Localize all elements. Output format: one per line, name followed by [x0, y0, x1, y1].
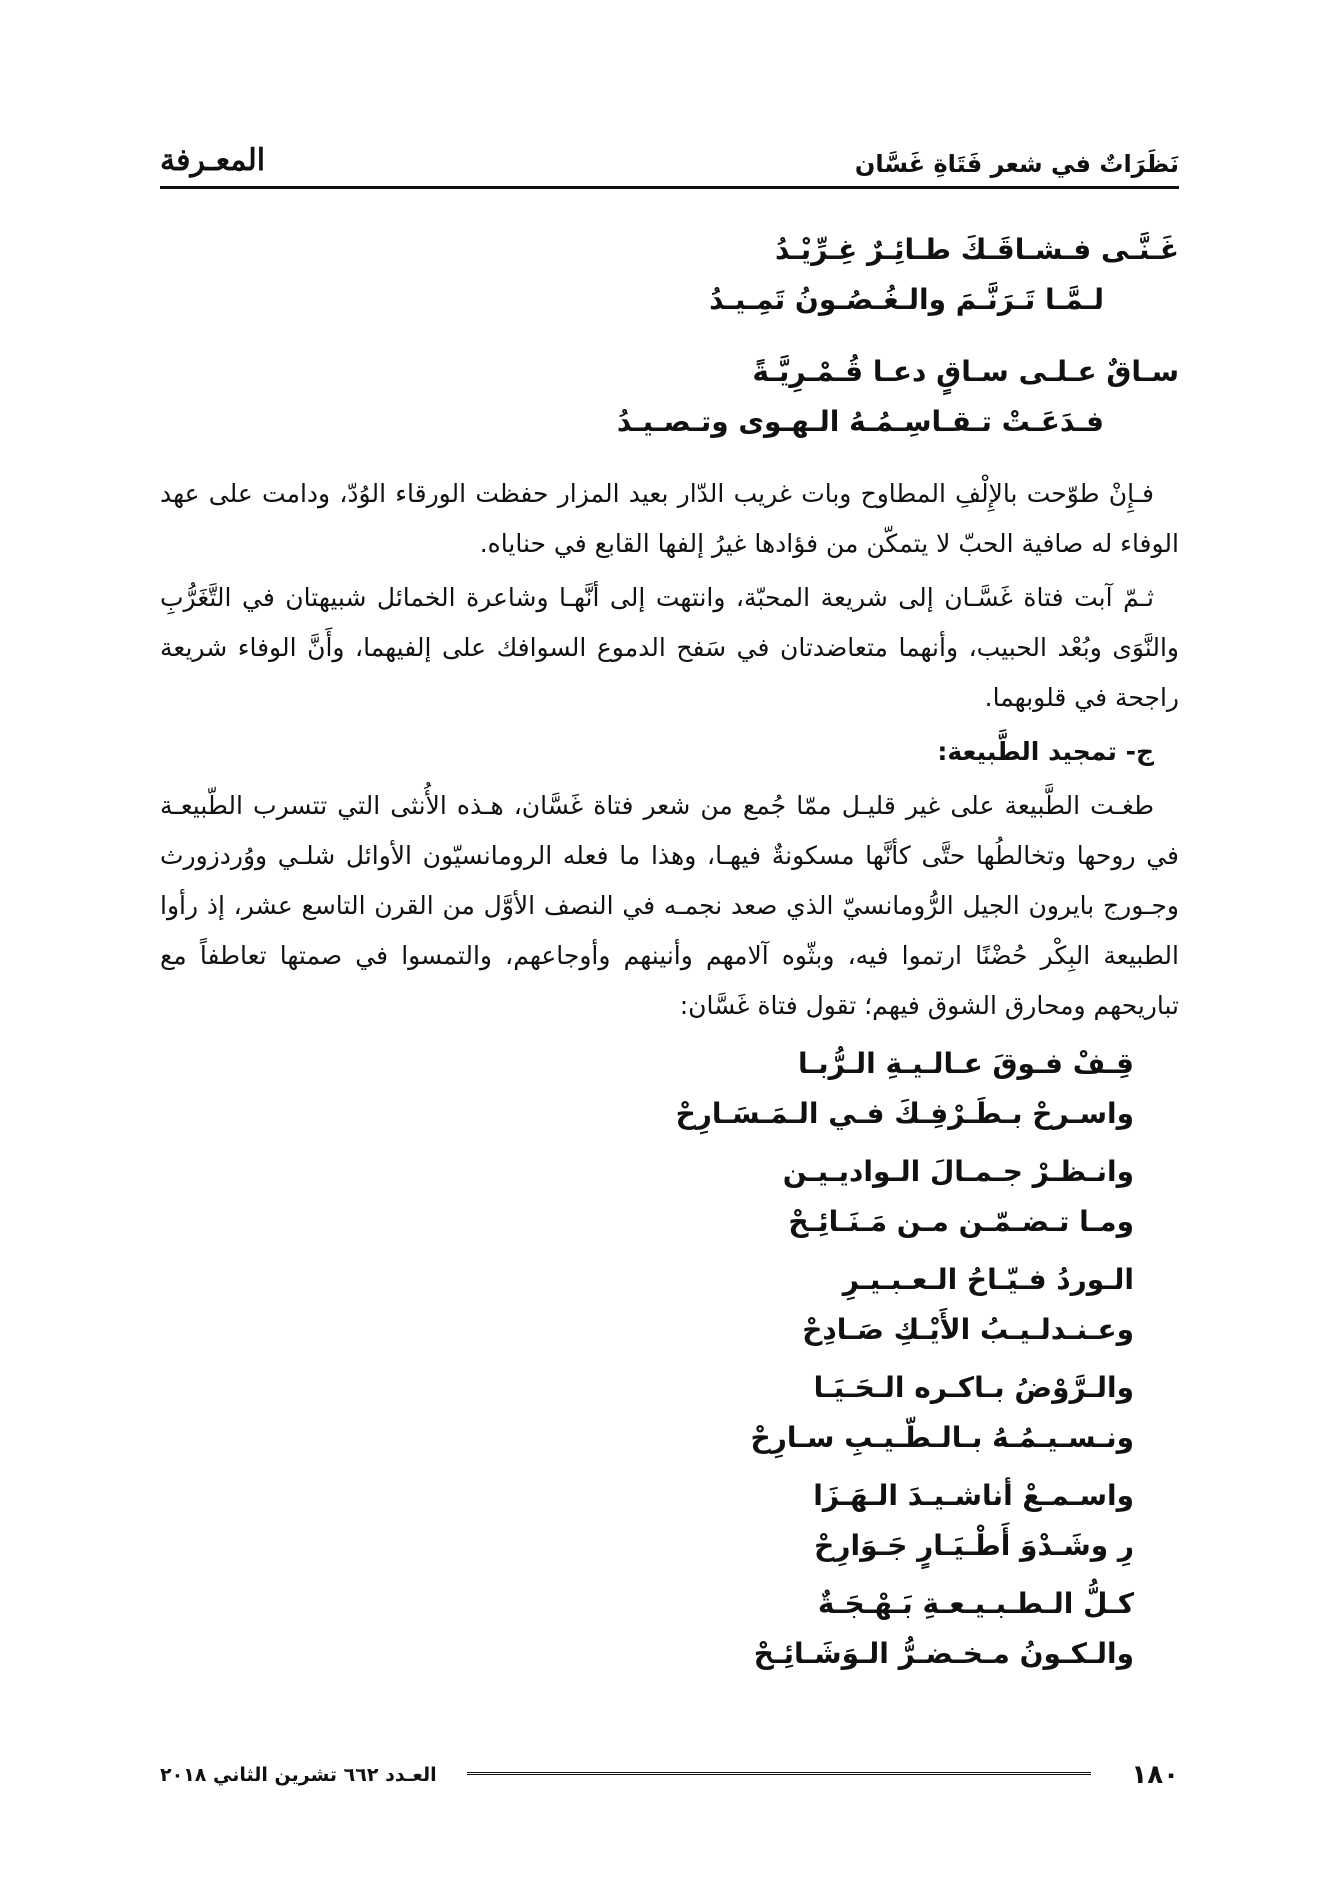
body-paragraph: طغـت الطَّبيعة على غير قليـل ممّا جُمع من شعر فتاة غَسَّان، هـذه الأُنثى التي تتسرب الطّبيعـة في روحها وتخالطُها حتَّى كأنَّها مسكونةٌ فيهـا، وهذا ما فعله الرومانسيّون الأوائل شلـي ووُردزورث وجـورج بايرون الجيل الرُّومانسيّ الذي صعد نجمـه في النصف الأوَّل من القرن التاسع عشر، إذ رأوا الطبيعة البِكْر حُضْنًا ارتموا فيه، وبثّوه آلامهم وأنينهم وأوجاعهم، والتمسوا في صمتها تعاطفاً مع تباريحهم ومحارق الشوق فيهم؛ تقول فتاة غَسَّان:: [160, 791, 1179, 1020]
body-paragraph: فـإِنْ طوّحت بالإِلْفِ المطاوح وبات غريب الدّار بعيد المزار حفظت الورقاء الوُدّ، ودامت على عهد الوفاء له صافية الحبّ لا يتمكّن من فؤادها غيرُ إلفها القابع في حناياه.: [160, 479, 1179, 558]
page-footer: [160, 1755, 1179, 1795]
issue-info: العـدد ٦٦٢ تشرين الثاني ٢٠١٨: [160, 1764, 437, 1786]
verse-second-hemistich: واسـرحْ بـطَـرْفِـكَ فـي الـمَـسَـارِحْ: [675, 1097, 1134, 1130]
verse-first-hemistich: كـلُّ الـطـبـيـعـةِ بَـهْـجَـةٌ: [817, 1587, 1134, 1620]
verse-first-hemistich: الـوردُ فـيّـاحُ الـعـبـيـرِ: [842, 1263, 1134, 1296]
verse-first-hemistich: وانـظـرْ جـمـالَ الـواديـيـن: [782, 1155, 1134, 1188]
poem-opening: [160, 225, 1179, 447]
article-running-title: نَظَرَاتٌ في شعر فَتَاةِ غَسَّان: [854, 150, 1179, 178]
poem-nature: [160, 1039, 1179, 1679]
verse-second-hemistich: لـمَّـا تَـرَنَّـمَ والـغُـصُـونُ تَمِـيـدُ: [709, 283, 1104, 316]
verse-second-hemistich: ومـا تـضـمّـن مـن مَـنَـائِـحْ: [788, 1205, 1134, 1238]
verse-couplet: [160, 225, 1179, 325]
verse-second-hemistich: فـدَعَـتْ تـقـاسِـمُـهُ الـهـوى وتـصـيـدُ: [616, 405, 1104, 438]
verse-first-hemistich: سـاقٌ عـلـى سـاقٍ دعـا قُـمْـرِيَّـةً: [752, 355, 1179, 388]
article-body: [160, 225, 1179, 1679]
verse-couplet: [160, 1579, 1134, 1679]
verse-second-hemistich: ونـسـيـمُـهُ بـالـطّـيـبِ سـارِحْ: [750, 1421, 1134, 1454]
page-number: ١٨٠: [1131, 1760, 1179, 1790]
verse-couplet: [160, 1471, 1134, 1571]
footer-divider: [467, 1772, 1092, 1778]
verse-first-hemistich: قِـفْ فـوقَ عـالـيـةِ الـرُّبـا: [798, 1047, 1134, 1080]
verse-couplet: [160, 1363, 1134, 1463]
journal-logo: المعـرفة: [160, 143, 266, 178]
verse-couplet: [160, 347, 1179, 447]
verse-first-hemistich: والـرَّوْضُ بـاكـره الـحَـيَـا: [813, 1371, 1134, 1404]
page-header: [160, 128, 1179, 189]
body-paragraph: ثـمّ آبت فتاة غَسَّـان إلى شريعة المحبّة، وانتهت إلى أنَّهـا وشاعرة الخمائل شبيهتان في التَّغَرُّبِ والنَّوَى وبُعْد الحبيب، وأنهما متعاضدتان في سَفح الدموع السوافك على إلفيهما، وأَنَّ الوفاء شريعة راجحة في قلوبهما.: [160, 583, 1179, 712]
verse-second-hemistich: والـكـونُ مـخـضـرُّ الـوَشَـائِـحْ: [753, 1637, 1134, 1670]
verse-second-hemistich: وعـنـدلـيـبُ الأَيْـكِ صَـادِحْ: [802, 1313, 1134, 1346]
verse-second-hemistich: رِ وشَـدْوَ أَطْـيَـارٍ جَـوَارِحْ: [814, 1529, 1134, 1562]
verse-couplet: [160, 1255, 1134, 1355]
verse-couplet: [160, 1039, 1134, 1139]
section-subheading: ج- تمجيد الطَّبيعة:: [937, 737, 1154, 766]
verse-couplet: [160, 1147, 1134, 1247]
verse-first-hemistich: واسـمـعْ أناشـيـدَ الـهَـزَا: [813, 1479, 1134, 1512]
verse-first-hemistich: غَـنَّـى فـشـاقَـكَ طـائِـرٌ غِـرِّيْـدُ: [774, 233, 1179, 266]
